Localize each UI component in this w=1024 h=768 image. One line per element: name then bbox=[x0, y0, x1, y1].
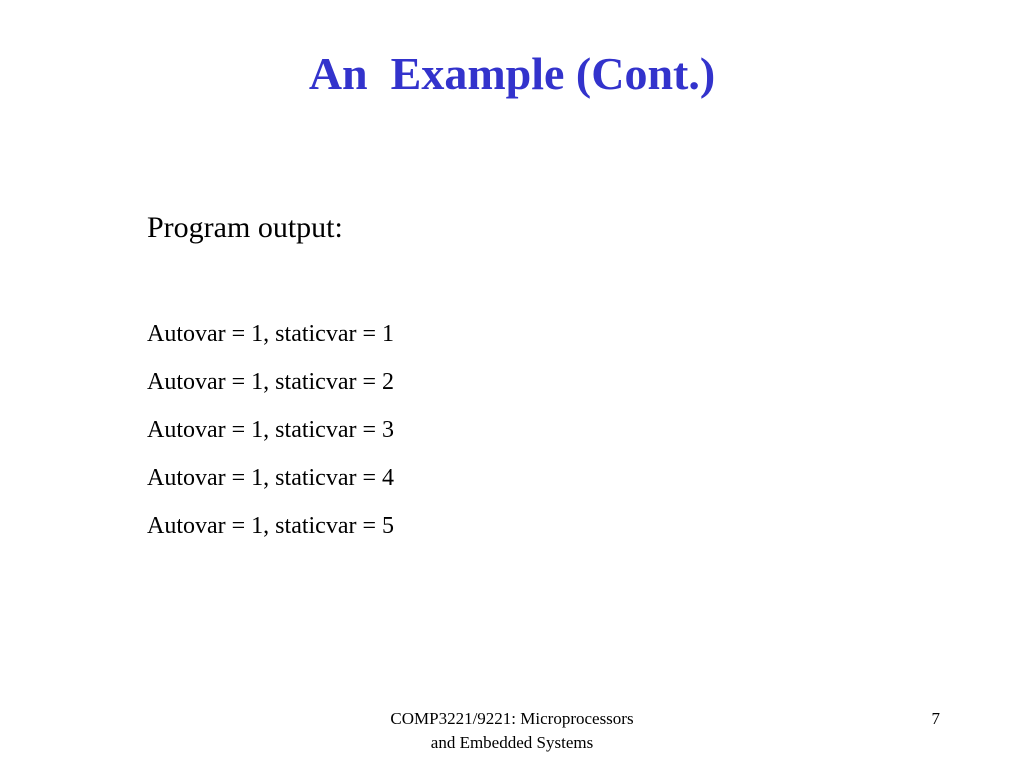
footer-course-line2: and Embedded Systems bbox=[430, 733, 594, 752]
output-line: Autovar = 1, staticvar = 3 bbox=[147, 417, 395, 443]
page-number: 7 bbox=[931, 709, 940, 728]
slide-title: An Example (Cont.) bbox=[308, 48, 716, 99]
program-output-list bbox=[147, 318, 394, 558]
footer-course-name bbox=[300, 707, 724, 755]
footer-course-line1: COMP3221/9221: Microprocessors bbox=[390, 709, 634, 728]
output-line: Autovar = 1, staticvar = 5 bbox=[147, 513, 395, 539]
section-heading: Program output: bbox=[147, 211, 343, 244]
output-line: Autovar = 1, staticvar = 2 bbox=[147, 369, 395, 395]
output-line: Autovar = 1, staticvar = 1 bbox=[147, 321, 395, 347]
output-line: Autovar = 1, staticvar = 4 bbox=[147, 465, 395, 491]
